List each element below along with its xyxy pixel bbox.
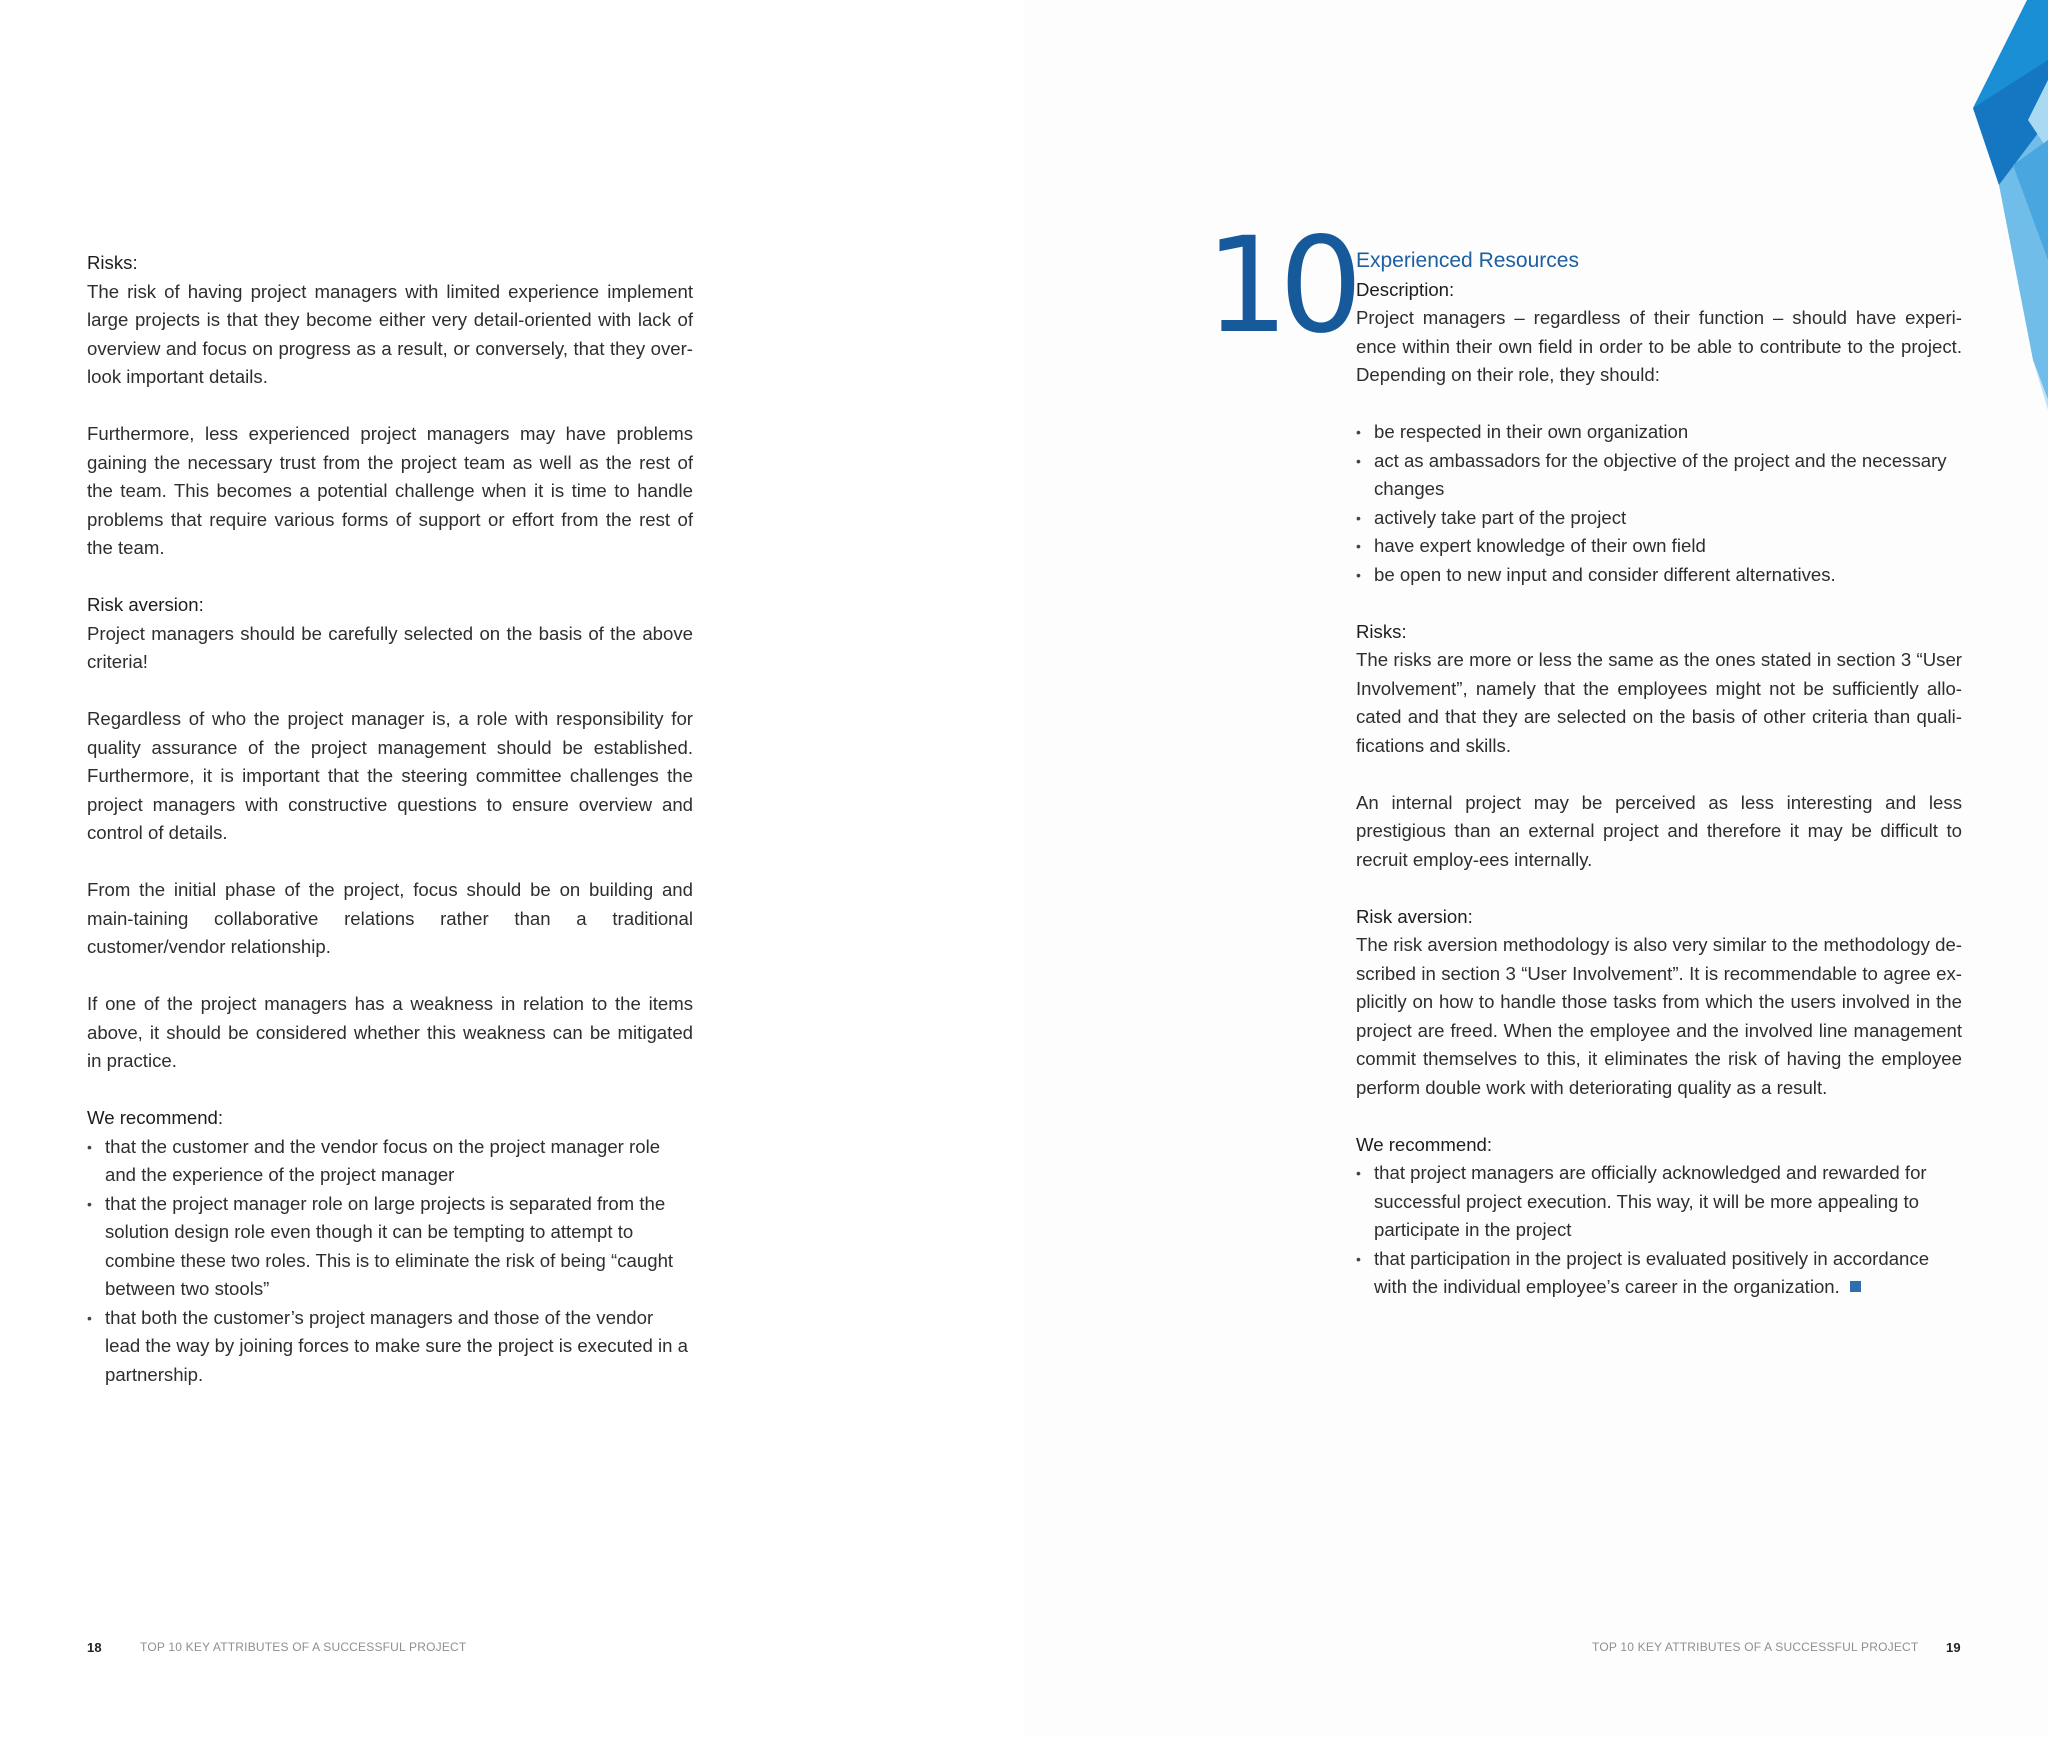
list-item: • be respected in their own organization [1356,418,1962,447]
risks-paragraph-1: The risk of having project managers with limited experience implement large projects is that they become either very detail-oriented with lack of overview and focus on progress as a result, or conversely, that they over-look important details. [87,280,693,387]
corner-decoration-graphic [1973,0,2048,410]
list-item: • that the project manager role on large projects is separated from the solution design role even though it can be tempting to attempt to combine these two roles. This is to eliminate the risk of being “caught between two stools” [87,1190,693,1304]
risk-aversion-paragraph-4: If one of the project managers has a weakness in relation to the items above, it should be considered whether this weakness can be mitigated in practice. [87,993,693,1071]
list-item: • have expert knowledge of their own field [1356,532,1962,561]
recommend-heading: We recommend: [87,1107,224,1128]
list-item-text: that participation in the project is evaluated positively in accordance with the individual employee’s career in the organization. [1374,1247,1930,1297]
risk-aversion-paragraph-2: Regardless of who the project manager is, a role with responsibility for quality assurance of the project management should be established. Furthermore, it is important that the steering committee challenges the project managers with constructive questions to ensure overview and control of details. [87,708,693,843]
section-number: 10 [1205,209,1353,363]
risk-aversion-paragraph: The risk aversion methodology is also very similar to the methodology de-scribed in section 3 “User Involvement”. It is recommendable to agree ex-plicitly on how to handle those tasks from which the users involved in the project are freed. When the employee and the involved line management commit themselves to this, it eliminates the risk of having the employee perform double work with deteriorating quality as a result. [1356,934,1962,1098]
right-page-number: 19 [1946,1640,1961,1655]
risk-aversion-paragraph-3: From the initial phase of the project, focus should be on building and main-taining collaborative relations rather than a traditional customer/vendor relationship. [87,879,693,957]
description-heading: Description: [1356,278,1455,300]
risks-paragraph-2: An internal project may be perceived as less interesting and less prestigious than an external project and therefore it may be difficult to recruit employ-ees internally. [1356,791,1962,870]
list-item: • act as ambassadors for the objective of the project and the necessary changes [1356,447,1962,504]
risk-aversion-heading: Risk aversion: [1356,905,1473,927]
list-item: • actively take part of the project [1356,504,1962,533]
risks-paragraph-1: The risks are more or less the same as the ones stated in section 3 “User Involvement”, namely that the employees might not be sufficiently allo-cated and that they are selected on the basis of other criteria than quali-fications and skills. [1356,649,1962,756]
list-item: • be open to new input and consider different alternatives. [1356,561,1962,590]
list-item: • that both the customer’s project managers and those of the vendor lead the way by joining forces to make sure the project is executed in a partnership. [87,1304,693,1390]
section-title: Experienced Resources [1356,249,1579,272]
right-running-title: TOP 10 KEY ATTRIBUTES OF A SUCCESSFUL PROJECT [1592,1640,1919,1654]
risks-paragraph-2: Furthermore, less experienced project managers may have problems gaining the necessary trust from the project team as well as the rest of the team. This becomes a potential challenge when it is time to handle problems that require various forms of support or effort from the rest of the team. [87,423,693,558]
risks-heading: Risks: [87,252,138,273]
risk-aversion-heading: Risk aversion: [87,594,204,615]
risks-heading: Risks: [1356,620,1407,642]
recommend-heading: We recommend: [1356,1133,1493,1155]
left-page-number: 18 [87,1640,102,1655]
list-item [1356,1245,1962,1302]
recommend-list [87,1133,693,1390]
description-paragraph: Project managers – regardless of their function – should have experi-ence within their own field in order to be able to contribute to the project. Depending on their role, they should: [1356,307,1962,385]
left-column [87,249,693,1389]
description-list [1356,418,1962,589]
recommend-list [1356,1159,1962,1302]
square-end-mark-icon [1850,1281,1861,1292]
risk-aversion-paragraph-1: Project managers should be carefully selected on the basis of the above criteria! [87,622,693,672]
list-item: • that the customer and the vendor focus on the project manager role and the experience of the project manager [87,1133,693,1190]
right-column [1356,247,1962,1302]
list-item: • that project managers are officially acknowledged and rewarded for successful project execution. This way, it will be more appealing to participate in the project [1356,1159,1962,1245]
left-running-title: TOP 10 KEY ATTRIBUTES OF A SUCCESSFUL PROJECT [140,1640,467,1654]
